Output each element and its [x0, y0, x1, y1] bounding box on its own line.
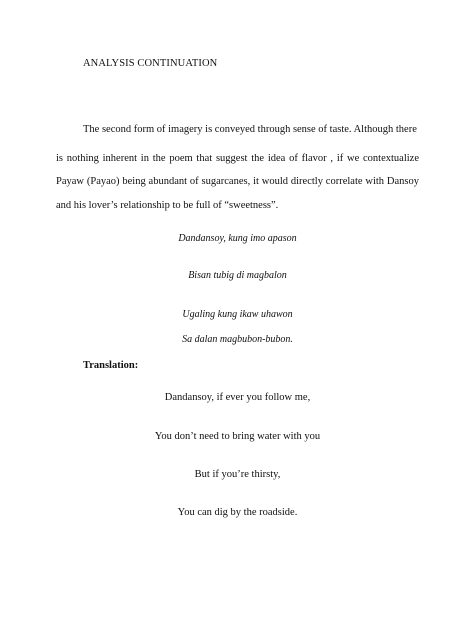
verse-line: Dandansoy, kung imo apason — [178, 233, 297, 244]
verse-line: Bisan tubig di magbalon — [188, 270, 287, 281]
section-heading: ANALYSIS CONTINUATION — [83, 58, 218, 69]
verse-line: Sa dalan magbubon-bubon. — [182, 334, 293, 345]
translation-heading: Translation: — [83, 360, 139, 371]
translation-line: You don’t need to bring water with you — [154, 431, 321, 442]
translation-line: You can dig by the roadside. — [177, 507, 298, 518]
paragraph-line: Payaw (Payao) being abundant of sugarcanes, it would directly correlate with Dansoy — [56, 176, 419, 187]
paragraph-line: is nothing inherent in the poem that suggest the idea of flavor , if we contextualize — [56, 153, 419, 164]
translation-line: Dandansoy, if ever you follow me, — [164, 392, 311, 403]
paragraph-line: The second form of imagery is conveyed through sense of taste. Although there — [83, 124, 417, 135]
translation-line: But if you’re thirsty, — [194, 469, 281, 480]
verse-line: Ugaling kung ikaw uhawon — [182, 309, 293, 320]
paragraph-line: and his lover’s relationship to be full of “sweetness”. — [56, 200, 279, 211]
